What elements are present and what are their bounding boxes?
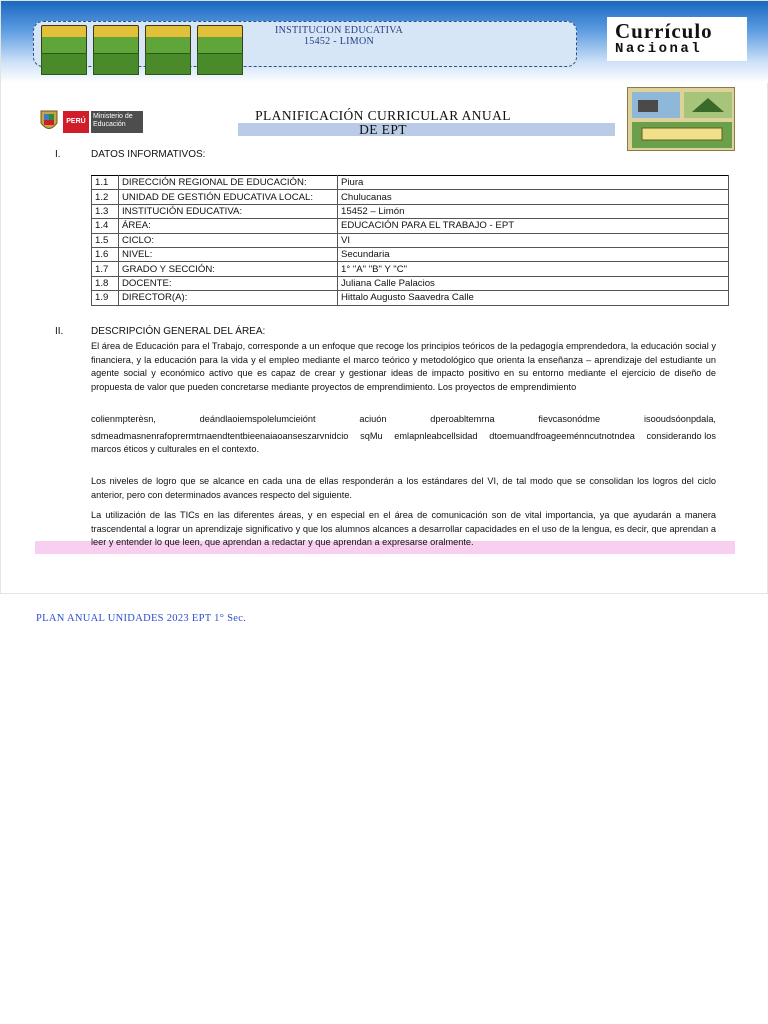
curriculo-nacional-logo	[607, 17, 747, 61]
shield-ribbon	[145, 53, 191, 75]
ministry-label: Ministerio de Educación	[91, 111, 143, 133]
table-row	[92, 219, 729, 233]
row-number: 1.9	[92, 291, 119, 305]
garbled-line-3: marcos éticos y culturales en el contexto.	[91, 444, 260, 454]
area-description-paragraph: El área de Educación para el Trabajo, corresponde a un enfoque que recoge los principios teóricos de la pedagogía emprendedora, la educación social y financiera, y la educación para la vida y el empleo mediante el marco teórico y metodológico que orienta la enseñanza – aprendizaje del estudiante un agente social y económico activo que es capaz de crear y gestionar ideas de impacto positivo en su entorno mediante el ejercicio de diseño de propuesta de valor que pueden concretarse mediante proyectos de emprendimiento. Los proyectos de emprendimiento	[91, 341, 716, 392]
table-row	[92, 176, 729, 190]
footer-caption: PLAN ANUAL UNIDADES 2023 EPT 1° Sec.	[36, 613, 247, 624]
section-title: DESCRIPCIÓN GENERAL DEL ÁREA:	[91, 326, 266, 337]
header-banner	[1, 1, 768, 83]
curriculo-logo-text: Currículo	[615, 19, 713, 43]
row-number: 1.7	[92, 262, 119, 276]
institution-code: 15452 - LIMON	[303, 36, 374, 47]
row-number: 1.5	[92, 233, 119, 247]
achievement-levels-paragraph: Los niveles de logro que se alcance en cada una de ellas responderán a los estándares del VI, de tal modo que se consolidan los logros del ciclo anterior, pero con determinados avances respecto del siguiente.	[91, 476, 716, 500]
row-number: 1.6	[92, 247, 119, 261]
row-label: INSTITUCIÓN EDUCATIVA:	[119, 204, 338, 218]
section-number: II.	[55, 326, 64, 337]
shield-ribbon	[93, 53, 139, 75]
school-shield-icon	[197, 25, 243, 55]
shield-ribbon	[197, 53, 243, 75]
school-shield-icon	[93, 25, 139, 55]
row-label: DOCENTE:	[119, 276, 338, 290]
institution-name: INSTITUCION EDUCATIVA	[274, 25, 404, 36]
row-value: Secundaria	[338, 247, 729, 261]
row-value: Juliana Calle Palacios	[338, 276, 729, 290]
row-number: 1.2	[92, 190, 119, 204]
row-value: Chulucanas	[338, 190, 729, 204]
row-value: EDUCACIÓN PARA EL TRABAJO - EPT	[338, 219, 729, 233]
row-value: VI	[338, 233, 729, 247]
table-row	[92, 262, 729, 276]
garbled-word: deándlaoiemspolelumcieiónt	[199, 414, 316, 424]
school-shield-icon	[41, 25, 87, 55]
page-subtitle: DE EPT	[359, 122, 407, 137]
table-row	[92, 276, 729, 290]
row-value: Piura	[338, 176, 729, 190]
peru-flag-label: PERÚ	[63, 111, 89, 133]
garbled-word: fievcasonódme	[538, 414, 601, 424]
section-1-heading	[55, 149, 355, 163]
info-table	[91, 175, 729, 306]
coat-of-arms-icon	[37, 107, 61, 135]
row-label: DIRECTOR(A):	[119, 291, 338, 305]
garbled-word: colienmpterèsn,	[91, 414, 156, 424]
row-label: GRADO Y SECCIÓN:	[119, 262, 338, 276]
garbled-word: sqMu	[360, 431, 383, 441]
garbled-word: sdmeadmasnenrafoprermtrnaendtentbieenaiaoanseszarvnidcio	[91, 431, 349, 441]
row-label: ÁREA:	[119, 219, 338, 233]
table-row	[92, 204, 729, 218]
table-row	[92, 190, 729, 204]
school-shield-icon	[145, 25, 191, 55]
garbled-word: dperoabltemrna	[430, 414, 495, 424]
page-title: PLANIFICACIÓN CURRICULAR ANUAL	[255, 108, 511, 123]
garbled-word: emlapnleabcellsidad	[394, 431, 478, 441]
ministry-logo	[37, 107, 143, 135]
row-number: 1.8	[92, 276, 119, 290]
row-label: NIVEL:	[119, 247, 338, 261]
row-label: UNIDAD DE GESTIÓN EDUCATIVA LOCAL:	[119, 190, 338, 204]
row-value: 1° "A" "B" Y "C"	[338, 262, 729, 276]
table-row	[92, 233, 729, 247]
row-value: Hittalo Augusto Saavedra Calle	[338, 291, 729, 305]
garbled-word: dtoemuandfroageeménncutnotndea	[489, 431, 635, 441]
shield-ribbon	[41, 53, 87, 75]
school-emblem-image	[627, 87, 735, 151]
row-value: 15452 – Limón	[338, 204, 729, 218]
table-row	[92, 247, 729, 261]
row-label: DIRECCIÓN REGIONAL DE EDUCACIÓN:	[119, 176, 338, 190]
row-label: CICLO:	[119, 233, 338, 247]
garbled-word: isooudsóonpdala,	[643, 414, 716, 424]
row-number: 1.1	[92, 176, 119, 190]
table-row	[92, 291, 729, 305]
garbled-word: aciuón	[359, 414, 387, 424]
tics-paragraph: La utilización de las TICs en las diferentes áreas, y en especial en el área de comunicación son de vital importancia, ya que ayudarán a manera trascendental a lograr un aprendizaje significativo y que los alumnos alcances a desarrollar capacidades en el uso de la lengua, es decir, que aprendan a leer y entender lo que leen, que aprendan a redactar y que aprendan a expresarse oralmente.	[91, 510, 716, 547]
section-number: I.	[55, 149, 61, 160]
section-2-heading	[55, 326, 455, 340]
row-number: 1.4	[92, 219, 119, 233]
garbled-word: considerando los	[646, 431, 716, 441]
nacional-logo-text: Nacional	[615, 41, 703, 57]
row-number: 1.3	[92, 204, 119, 218]
garbled-text-block	[91, 412, 716, 456]
section-title: DATOS INFORMATIVOS:	[91, 149, 206, 160]
